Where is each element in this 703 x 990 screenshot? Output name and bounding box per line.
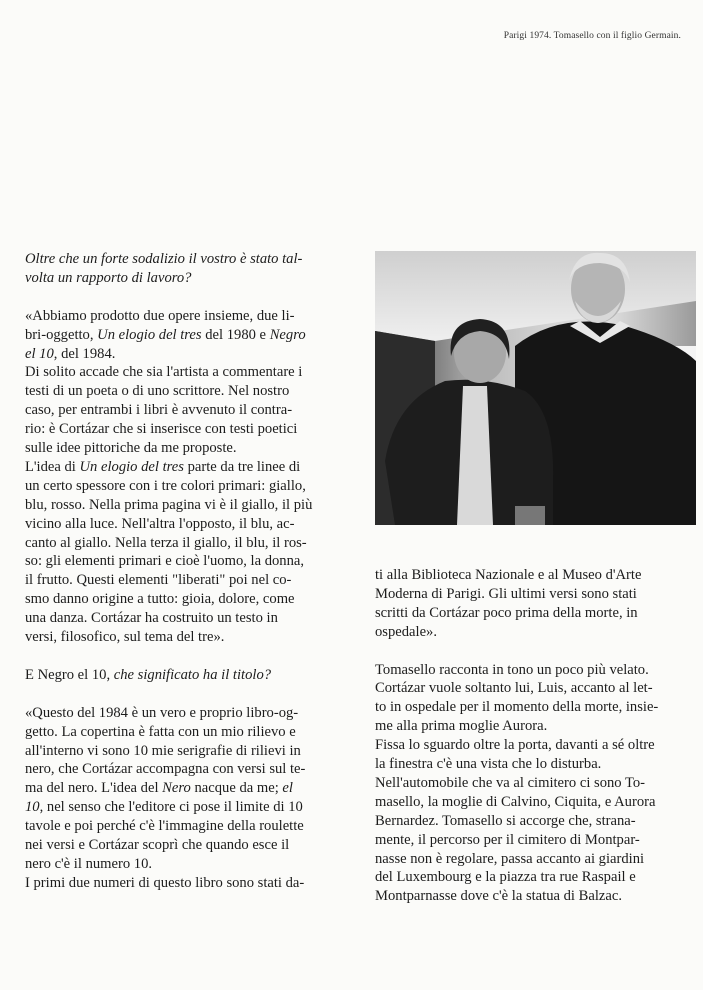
- photo-tomasello-and-son: [375, 251, 696, 525]
- answer-1-paragraph-2: Di solito accade che sia l'artista a commentare i testi di un poeta o di uno scrittore. Nel nostro caso, per entrambi i libri è avvenuto il contra- rio: è Cortázar che si inserisce con testi poetici sulle idee pittoriche da me proposte.: [25, 364, 303, 457]
- answer-2-paragraph-1: «Questo del 1984 è un vero e proprio libro-og- getto. La copertina è fatta con un mio rilievo e all'interno vi sono 10 mie serigrafie di rilievi in nero, che Cortázar accompagna con versi sul te- ma del nero. L'idea del Nero nacque da me; el 10, nel senso che l'editore ci pose il limite di 10 tavole e poi perché c'è l'immagine della roulette nei versi e Cortázar scoprì che quando esce il nero c'è il numero 10.: [25, 704, 306, 872]
- book-title-negro: Negro el 10: [25, 326, 306, 362]
- question-2: E Negro el 10, che significato ha il titolo?: [25, 666, 272, 683]
- right-paragraph-3: Fissa lo sguardo oltre la porta, davanti a sé oltre la finestra c'è una vista che lo disturba.: [375, 737, 655, 773]
- answer-1-paragraph-1: «Abbiamo prodotto due opere insieme, due li- bri-oggetto, Un elogio del tres del 1980 e Negro el 10, del 1984.: [25, 307, 306, 362]
- book-title-elogio-2: Un elogio del tres: [79, 458, 184, 475]
- book-title-elogio: Un elogio del tres: [97, 326, 202, 343]
- right-column: [375, 566, 696, 906]
- right-paragraph-1: ti alla Biblioteca Nazionale e al Museo d'Arte Moderna di Parigi. Gli ultimi versi sono stati scritti da Cortázar poco prima della morte, in ospedale».: [375, 567, 642, 640]
- left-column: [25, 250, 347, 893]
- answer-2-paragraph-2: I primi due numeri di questo libro sono stati da-: [25, 874, 305, 891]
- photo-caption: Parigi 1974. Tomasello con il figlio Germain.: [503, 31, 681, 41]
- right-paragraph-4: Nell'automobile che va al cimitero ci sono To- masello, la moglie di Calvino, Ciquita, e Aurora Bernardez. Tomasello si accorge che, strana- mente, il percorso per il cimitero di Montpar- nasse non è regolare, passa accanto ai giardini del Luxembourg e la piazza tra rue Raspail e Montparnasse dove c'è la statua di Balzac.: [375, 774, 656, 905]
- answer-1-paragraph-3: L'idea di Un elogio del tres parte da tre linee di un certo spessore con i tre colori primari: giallo, blu, rosso. Nella prima pagina vi è il giallo, il più vicino alla luce. Nell'altra l'opposto, il blu, ac- canto al giallo. Nella terza il giallo, il blu, il ros- so: gli elementi primari e cioè l'uomo, la donna, il frutto. Questi elementi "liberati" poi nel co- smo danno origine a tutto: gioia, dolore, come una danza. Cortázar ha costruito un testo in versi, filosofico, sul tema del tre».: [25, 458, 313, 646]
- right-paragraph-2: Tomasello racconta in tono un poco più velato. Cortázar vuole soltanto lui, Luis, accanto al let- to in ospedale per il momento della morte, insie- me alla prima moglie Aurora.: [375, 661, 659, 735]
- question-1: Oltre che un forte sodalizio il vostro è stato tal- volta un rapporto di lavoro?: [25, 251, 303, 286]
